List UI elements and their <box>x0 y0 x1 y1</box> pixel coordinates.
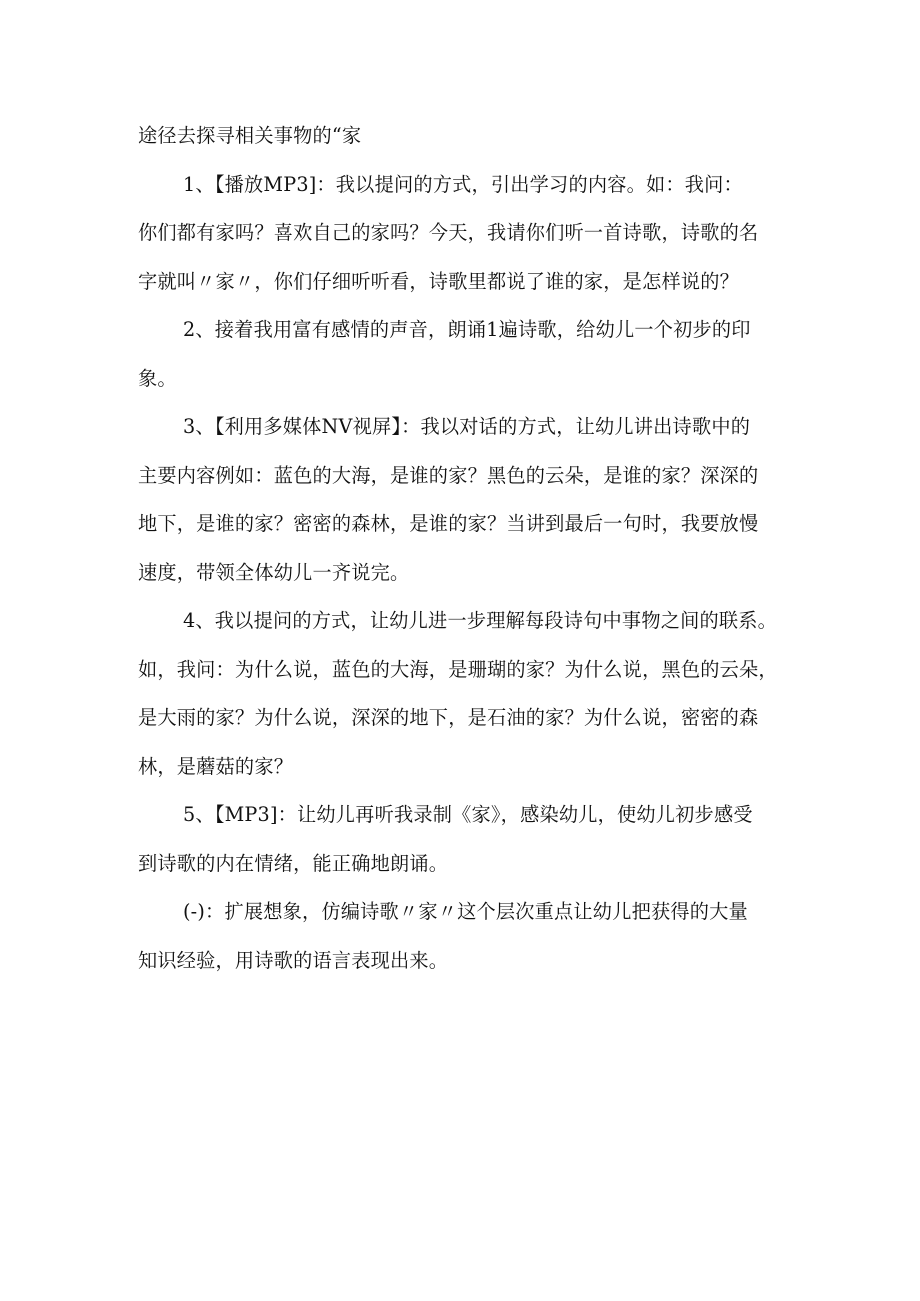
text-line: 到诗歌的内在情绪，能正确地朗诵。 <box>138 851 449 875</box>
text-line: 途径去探寻相关事物的“家 <box>138 124 362 147</box>
text-line: 字就叫〃家〃，你们仔细听听看，诗歌里都说了谁的家，是怎样说的？ <box>138 269 740 293</box>
text-line: 知识经验，用诗歌的语言表现出来。 <box>138 948 449 972</box>
text-line: 速度，带领全体幼儿一齐说完。 <box>138 560 410 584</box>
text-line: 3、【利用多媒体NV视屏】：我以对话的方式，让幼儿讲出诗歌中的 <box>183 415 751 438</box>
text-line: 1、【播放MP3]：我以提问的方式，引出学习的内容。如：我问： <box>183 172 743 196</box>
text-line: 象。 <box>138 366 177 390</box>
text-line: 你们都有家吗？喜欢自己的家吗？今天，我请你们听一首诗歌，诗歌的名 <box>138 221 759 244</box>
text-line: 主要内容例如：蓝色的大海，是谁的家？黑色的云朵，是谁的家？深深的 <box>138 463 759 487</box>
text-line: 5、【MP3]：让幼儿再听我录制《家》，感染幼儿，使幼儿初步感受 <box>183 803 753 826</box>
text-line: 地下，是谁的家？密密的森林，是谁的家？当讲到最后一句时，我要放慢 <box>138 512 759 535</box>
text-line: 4、我以提问的方式，让幼儿进一步理解每段诗句中事物之间的联系。 <box>183 609 778 632</box>
text-line: (-)：扩展想象，仿编诗歌〃家〃这个层次重点让幼儿把获得的大量 <box>183 900 748 923</box>
text-line: 如，我问：为什么说，蓝色的大海，是珊瑚的家？为什么说，黑色的云朵， <box>138 657 778 681</box>
text-line: 林，是蘑菇的家？ <box>138 754 294 778</box>
document-body <box>138 112 798 985</box>
text-line: 2、接着我用富有感情的声音，朗诵1遍诗歌，给幼儿一个初步的印 <box>183 318 751 341</box>
text-line: 是大雨的家？为什么说，深深的地下，是石油的家？为什么说，密密的森 <box>138 706 759 729</box>
